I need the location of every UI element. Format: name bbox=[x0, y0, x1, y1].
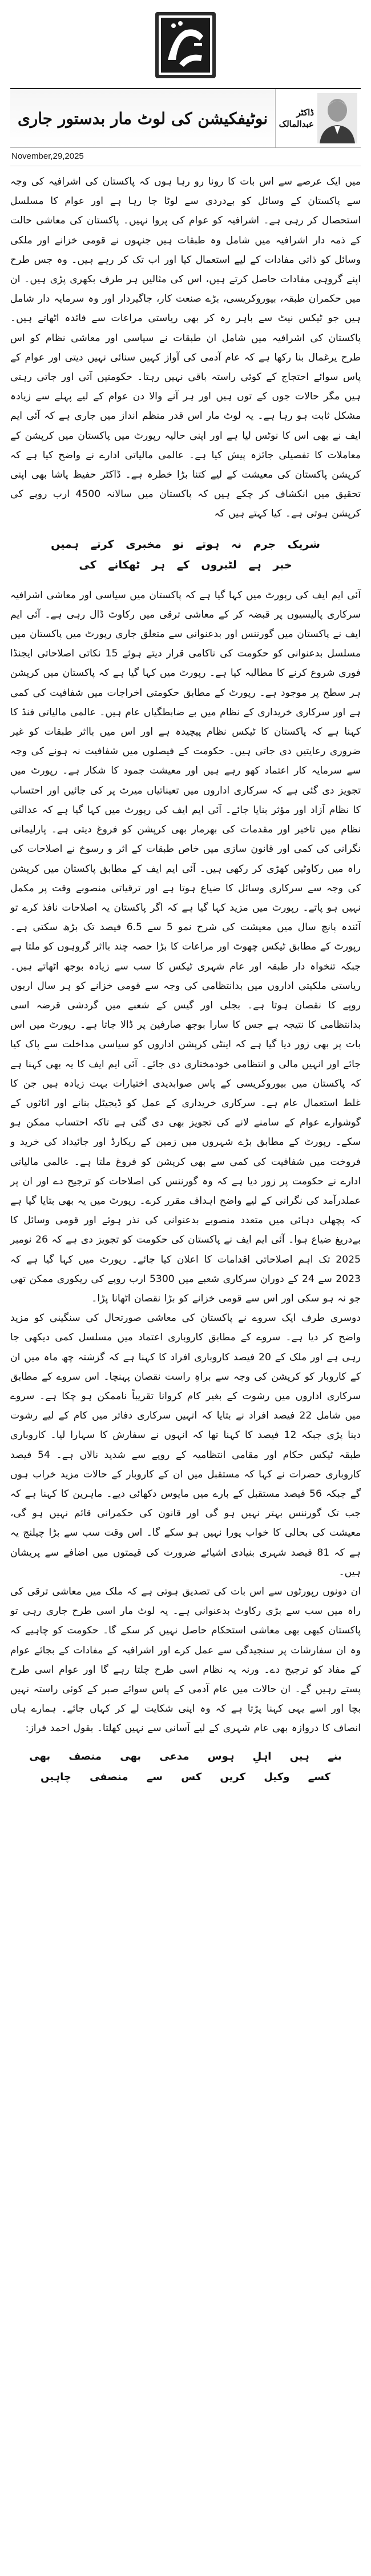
masthead bbox=[10, 0, 361, 86]
author-block bbox=[275, 89, 361, 147]
column-title: نوٹیفکیشن کی لوٹ مار بدستور جاری bbox=[10, 89, 275, 147]
article-paragraph: ان دونوں رپورٹوں سے اس بات کی تصدیق ہوتی ہے کہ ملک میں معاشی ترقی کی راہ میں سب سے بڑی رکاوٹ بدعنوانی ہے۔ یہ لوٹ مار اسی طرح جاری رہی تو پاکستان کبھی بھی معاشی استحکام حاصل نہیں کر سکے گا۔ حکومت کو چاہیے کہ وہ ان سفارشات پر سنجیدگی سے عمل کرے اور اشرافیہ کے مفادات کے بجائے عوام کے مفاد کو ترجیح دے۔ ورنہ یہ نظام اسی طرح چلتا رہے گا اور عوام اسی طرح پستے رہیں گے۔ ان حالات میں عام آدمی کے پاس سوائے صبر کے کوئی راستہ نہیں بچا اور اسے یہی کہنا پڑتا ہے کہ وہ اپنی شکایت لے کر کہاں جائے۔ ہمارے ہاں انصاف کا دروازہ بھی عام شہری کے لیے آسانی سے نہیں کھلتا۔ بقول احمد فراز: bbox=[10, 1586, 361, 1734]
article-body bbox=[10, 172, 361, 1788]
closing-verse: بنے ہیں اہلِ ہوس مدعی بھی منصف بھی کسے وکیل کریں کس سے منصفی چاہیں bbox=[29, 1750, 342, 1783]
dunya-logo bbox=[151, 7, 220, 83]
author-name: ڈاکٹر عبدالمالک bbox=[279, 107, 314, 129]
article-paragraph: آئی ایم ایف کی رپورٹ میں کہا گیا ہے کہ پاکستان میں سیاسی اور معاشی اشرافیہ سرکاری پالیسیوں پر قبضہ کر کے معاشی ترقی میں رکاوٹ ڈال رہی ہے۔ آئی ایم ایف نے پاکستان میں گورننس اور بدعنوانی سے متعلق جاری رپورٹ میں پاکستان میں مسلسل بدعنوانی کو حکومت کی ناکامی قرار دیتے ہوئے 15 نکاتی اصلاحاتی ایجنڈا فوری شروع کرنے کا مطالبہ کیا ہے۔ رپورٹ میں کہا گیا ہے کہ پاکستان میں کرپشن ہر سطح پر موجود ہے۔ رپورٹ کے مطابق حکومتی اخراجات میں شفافیت کی کمی ہے اور سرکاری خریداری کے نظام میں بے ضابطگیاں عام ہیں۔ عالمی مالیاتی فنڈ کا کہنا ہے کہ پاکستان کا ٹیکس نظام پیچیدہ ہے اور اس میں بااثر طبقات کو غیر ضروری رعایتیں دی جاتی ہیں۔ حکومت کے فیصلوں میں شفافیت نہ ہونے کی وجہ سے سرمایہ کار اعتماد کھو رہے ہیں اور معیشت جمود کا شکار ہے۔ رپورٹ میں تجویز دی گئی ہے کہ سرکاری اداروں میں تعیناتیاں میرٹ پر کی جائیں اور احتساب کا نظام آزاد اور مؤثر بنایا جائے۔ آئی ایم ایف کی رپورٹ میں کہا گیا ہے کہ عدالتی نظام میں تاخیر اور مقدمات کی بھرمار بھی کرپشن کو فروغ دیتی ہے۔ پارلیمانی نگرانی کی کمی اور قانون سازی میں خاص طبقات کے اثر و رسوخ نے اصلاحات کی راہ میں رکاوٹیں کھڑی کر رکھی ہیں۔ آئی ایم ایف کے مطابق پاکستان میں کرپشن کی وجہ سے سرکاری وسائل کا ضیاع ہوتا ہے اور ترقیاتی منصوبے وقت پر مکمل نہیں ہو پاتے۔ رپورٹ میں مزید کہا گیا ہے کہ اگر پاکستان یہ اصلاحات نافذ کرے تو آئندہ پانچ سال میں معیشت کی شرح نمو 5 سے 6.5 فیصد تک بڑھ سکتی ہے۔ رپورٹ کے مطابق ٹیکس چھوٹ اور مراعات کا بڑا حصہ چند بااثر گروہوں کو ملتا ہے جبکہ تنخواہ دار طبقہ اور عام شہری ٹیکس کا سب سے زیادہ بوجھ اٹھاتے ہیں۔ ریاستی ملکیتی اداروں میں بدانتظامی کی وجہ سے قومی خزانے کو ہر سال اربوں روپے کا نقصان ہوتا ہے۔ بجلی اور گیس کے شعبے میں گردشی قرضہ اسی بدانتظامی کا نتیجہ ہے جس کا سارا بوجھ صارفین پر ڈالا جاتا ہے۔ رپورٹ میں اس بات پر بھی زور دیا گیا ہے کہ اینٹی کرپشن اداروں کو سیاسی مداخلت سے پاک کیا جائے اور انہیں مالی و انتظامی خودمختاری دی جائے۔ آئی ایم ایف کا یہ بھی کہنا ہے کہ پاکستان میں بیوروکریسی کے پاس صوابدیدی اختیارات بہت زیادہ ہیں جن کا غلط استعمال عام ہے۔ سرکاری خریداری کے عمل کو ڈیجیٹل بنانے اور اثاثوں کے گوشوارے عوام کے سامنے لانے کی تجویز بھی دی گئی ہے تاکہ احتساب ممکن ہو سکے۔ رپورٹ کے مطابق بڑے شہروں میں زمین کے ریکارڈ اور جائیداد کی خرید و فروخت میں شفافیت کی کمی سے بھی کرپشن کو فروغ ملتا ہے۔ عالمی مالیاتی ادارے نے حکومت پر زور دیا ہے کہ وہ گورننس کی اصلاحات کو ترجیح دے اور ان پر عملدرآمد کی نگرانی کے لیے واضح اہداف مقرر کرے۔ رپورٹ میں یہ بھی بتایا گیا ہے کہ پچھلی دہائی میں متعدد منصوبے بدعنوانی کی نذر ہوئے اور قومی وسائل کا بےدریغ ضیاع ہوا۔ آئی ایم ایف نے پاکستان کی حکومت کو تجویز دی ہے کہ 26 نومبر 2025 تک اہم اصلاحاتی اقدامات کا اعلان کیا جائے۔ رپورٹ میں کہا گیا ہے کہ 2023 سے 24 کے دوران سرکاری شعبے میں 5300 ارب روپے کی ریکوری ممکن تھی جو نہ ہو سکی اور اس سے قومی خزانے کو بڑا نقصان اٹھانا پڑا۔ bbox=[10, 589, 361, 1304]
column-header bbox=[10, 88, 361, 148]
author-photo bbox=[317, 93, 357, 143]
article-paragraph: دوسری طرف ایک سروے نے پاکستان کی معاشی صورتحال کی سنگینی کو مزید واضح کر دیا ہے۔ سروے کے مطابق کاروباری اعتماد میں مسلسل کمی دیکھی جا رہی ہے اور ملک کے 20 فیصد کاروباری افراد کا کہنا ہے کہ گزشتہ چھ ماہ میں ان کے کاروبار کو کرپشن کی وجہ سے براہِ راست نقصان پہنچا۔ اس سروے کے مطابق سرکاری اداروں میں رشوت کے بغیر کام کروانا تقریباً ناممکن ہو چکا ہے۔ سروے میں شامل 22 فیصد افراد نے بتایا کہ انہیں سرکاری دفاتر میں کام کے لیے رشوت دینا پڑی جبکہ 12 فیصد کا کہنا تھا کہ انہوں نے سفارش کا سہارا لیا۔ کاروباری طبقہ ٹیکس حکام اور مقامی انتظامیہ کے رویے سے شدید نالاں ہے۔ 54 فیصد کاروباری حضرات نے کہا کہ مستقبل میں ان کے کاروبار کے حالات مزید خراب ہوں گے جبکہ 56 فیصد مستقبل کے بارے میں مایوس دکھائی دیے۔ ماہرین کا کہنا ہے کہ جب تک گورننس بہتر نہیں ہو گی اور قانون کی حکمرانی قائم نہیں ہو گی، معیشت کی بحالی کا خواب پورا نہیں ہو سکے گا۔ اس وقت سب سے بڑا چیلنج یہ ہے کہ 81 فیصد شہری بنیادی اشیائے ضرورت کی قیمتوں میں اضافے سے پریشان ہیں۔ bbox=[10, 1312, 361, 1578]
article-subhead-verse: شریک جرم نہ ہوتے تو مخبری کرتے ہمیں خبر ہے لٹیروں کے ہر ٹھکانے کی bbox=[51, 538, 320, 571]
article-paragraph: میں ایک عرصے سے اس بات کا رونا رو رہا ہوں کہ پاکستان کی اشرافیہ کی وجہ سے پاکستان کے وسائل کو بےدردی سے لوٹا جا رہا ہے اور عوام کا مسلسل استحصال کر رہی ہے۔ اشرافیہ کو عوام کی پروا نہیں۔ پاکستان کی معاشی حالت کے ذمہ دار اشرافیہ میں شامل وہ طبقات ہیں جنہوں نے قومی خزانے اور ملکی وسائل کو ذاتی مفادات کے لیے استعمال کیا اور اب تک کر رہے ہیں۔ وہ جس طرح اپنے گروہی مفادات حاصل کرتے ہیں، اس کی مثالیں ہر طرف بکھری پڑی ہیں۔ ان میں حکمران طبقہ، بیوروکریسی، بڑے صنعت کار، جاگیردار اور وہ سرمایہ دار شامل ہیں جو ٹیکس نیٹ سے باہر رہ کر بھی ریاستی مراعات سے فائدہ اٹھاتے ہیں۔ پاکستان کی اشرافیہ میں شامل ان طبقات نے سیاسی اور معاشی نظام کو اس طرح یرغمال بنا رکھا ہے کہ عام آدمی کی آواز کہیں سنائی نہیں دیتی اور عوام کے پاس سوائے احتجاج کے کوئی راستہ باقی نہیں رہتا۔ حکومتیں آتی اور جاتی رہتی ہیں مگر حالات جوں کے توں ہیں اور ہر آنے والا دن عوام کے لیے پہلے سے زیادہ مشکل ثابت ہو رہا ہے۔ یہ لوٹ مار اس قدر منظم انداز میں جاری ہے کہ آئی ایم ایف نے بھی اس کا نوٹس لیا ہے اور اپنی حالیہ رپورٹ میں پاکستان میں کرپشن کے معاملات کا تفصیلی جائزہ پیش کیا ہے۔ عالمی مالیاتی ادارے نے واضح کیا ہے کہ کرپشن پاکستان کی معیشت کے لیے کتنا بڑا خطرہ ہے۔ ڈاکٹر حفیظ پاشا بھی اپنی تحقیق میں انکشاف کر چکے ہیں کہ پاکستان میں سالانہ 4500 ارب روپے کی کرپشن ہوتی ہے۔ کیا کہتے ہیں کہ bbox=[10, 176, 361, 520]
publication-date: November,29,2025 bbox=[10, 148, 361, 166]
